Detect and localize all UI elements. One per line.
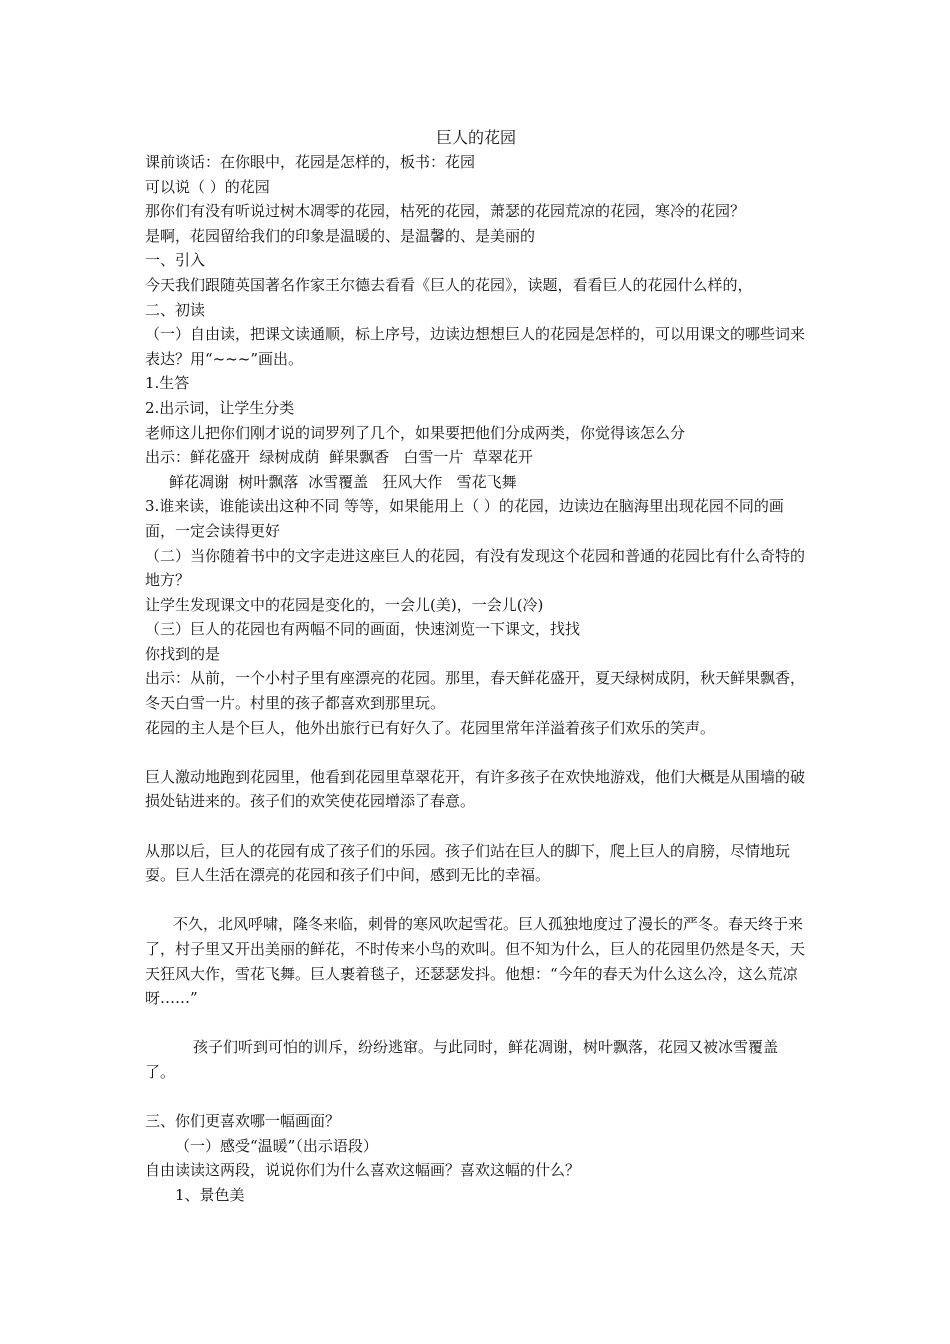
text-line: 课前谈话：在你眼中，花园是怎样的，板书：花园 — [145, 153, 476, 171]
paragraph: （二）当你随着书中的文字走进这座巨人的花园，有没有发现这个花园和普通的花园比有什么奇特的地方？ — [145, 546, 806, 590]
word-list-line: 鲜花凋谢 树叶飘落 冰雪覆盖 狂风大作 雪花飞舞 — [169, 472, 517, 491]
blank-line — [145, 1085, 807, 1110]
document-title: 巨人的花园 — [435, 128, 516, 147]
section-heading: 二、初读 — [145, 300, 206, 319]
paragraph: （一）自由读，把课文读通顺，标上序号，边读边想想巨人的花园是怎样的，可以用课文的哪些词来表达？用“~~~”画出。 — [145, 325, 806, 368]
blank-line — [145, 888, 807, 913]
text-line: 自由读读这两段，说说你们为什么喜欢这幅画？喜欢这幅的什么？ — [145, 1161, 581, 1180]
paragraph: 3.谁来读，谁能读出这种不同 等等，如果能用上（ ）的花园，边读边在脑海里出现花园不同的画面，一定会读得更好 — [145, 497, 784, 540]
text-line: 那你们有没有听说过树木凋零的花园，枯死的花园，萧瑟的花园荒凉的花园，寒冷的花园？ — [145, 202, 746, 221]
blank-line — [145, 740, 807, 765]
text-line: 今天我们跟随英国著名作家王尔德去看看《巨人的花园》，读题，看看巨人的花园什么样的， — [145, 275, 753, 294]
text-line: 2.出示词，让学生分类 — [145, 398, 295, 417]
section-heading: 一、引入 — [145, 251, 206, 270]
paragraph: 不久，北风呼啸，隆冬来临，刺骨的寒风吹起雪花。巨人孤独地度过了漫长的严冬。春天终于来了，村子里又开出美丽的鲜花，不时传来小鸟的欢叫。但不知为什么，巨人的花园里仍然是冬天，天天狂风大作，雪花飞舞。巨人裹着毯子，还瑟瑟发抖。他想：“今年的春天为什么这么冷，这么荒凉呀……” — [145, 915, 806, 1008]
text-line: 花园的主人是个巨人，他外出旅行已有好久了。花园里常年洋溢着孩子们欢乐的笑声。 — [145, 718, 716, 737]
text-line: 可以说（ ）的花园 — [145, 177, 270, 196]
paragraph: 出示：从前，一个小村子里有座漂亮的花园。那里，春天鲜花盛开，夏天绿树成阴，秋天鲜果飘香，冬天白雪一片。村里的孩子都喜欢到那里玩。 — [145, 669, 806, 713]
blank-line — [145, 814, 807, 839]
section-heading: 三、你们更喜欢哪一幅画面？ — [145, 1112, 341, 1131]
text-line: 是啊，花园留给我们的印象是温暖的、是温馨的、是美丽的 — [145, 226, 536, 245]
paragraph: 孩子们听到可怕的训斥，纷纷逃窜。与此同时，鲜花凋谢，树叶飘落，花园又被冰雪覆盖了。 — [145, 1038, 779, 1081]
text-line: （三）巨人的花园也有两幅不同的画面，快速浏览一下课文，找找 — [145, 620, 581, 639]
paragraph: 巨人激动地跑到花园里，他看到花园里草翠花开，有许多孩子在欢快地游戏，他们大概是从围墙的破损处钻进来的。孩子们的欢笑使花园增添了春意。 — [145, 767, 806, 811]
blank-line — [145, 1011, 807, 1036]
document-page — [145, 126, 807, 1208]
text-line: 1、景色美 — [175, 1185, 245, 1204]
word-list-line: 出示：鲜花盛开 绿树成荫 鲜果飘香 白雪一片 草翠花开 — [145, 448, 533, 467]
text-line: 你找到的是 — [145, 644, 221, 663]
text-line: （一）感受“温暖”（出示语段） — [175, 1136, 378, 1155]
text-line: 1.生答 — [145, 374, 190, 393]
paragraph: 从那以后，巨人的花园有成了孩子们的乐园。孩子们站在巨人的脚下，爬上巨人的肩膀，尽情地玩耍。巨人生活在漂亮的花园和孩子们中间，感到无比的幸福。 — [145, 841, 791, 885]
text-line: 让学生发现课文中的花园是变化的，一会儿(美)，一会儿(冷) — [145, 595, 544, 614]
text-line: 老师这儿把你们刚才说的词罗列了几个，如果要把他们分成两类，你觉得该怎么分 — [145, 423, 686, 442]
